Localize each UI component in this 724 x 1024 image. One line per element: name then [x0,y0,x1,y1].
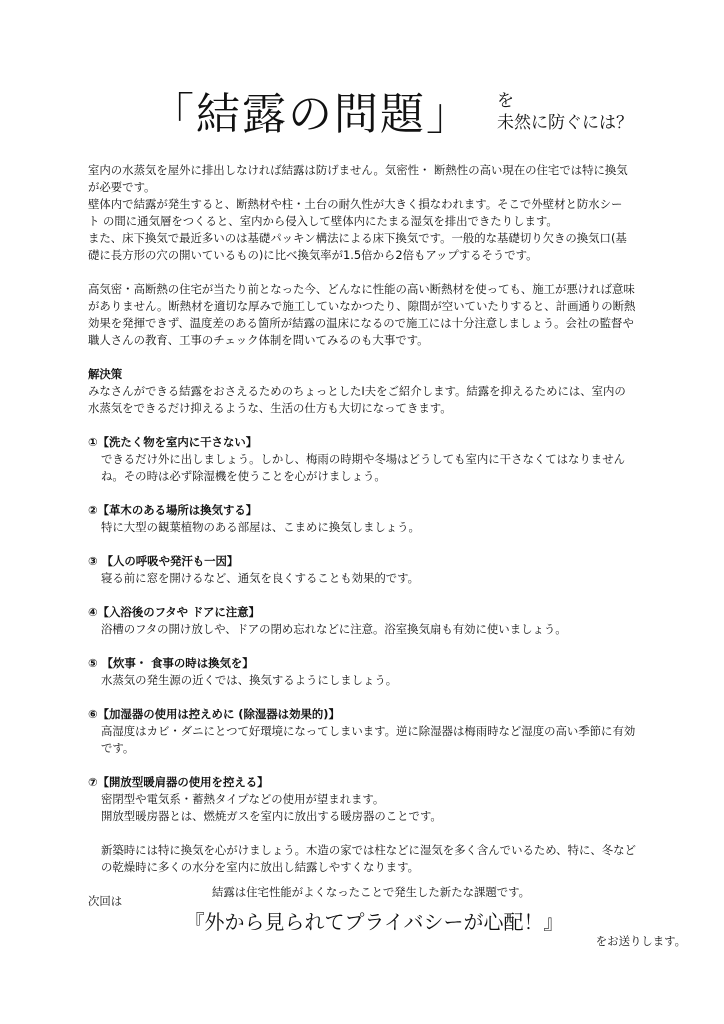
solution-item-4-heading: ④【入浴後のフタや ドアに注意】 [88,605,260,619]
article-body [88,162,636,901]
newbuild-note: 新築時には特に換気を心がけましょう。木造の家では柱などに湿気を多く含んでいるため、特に、冬などの乾燥時に多くの水分を室内に放出し結露しやすくなります。 [101,843,636,874]
solution-item-5-heading: ⑤ 【炊事・ 食事の時は換気を】 [88,656,254,670]
solution-item-1-heading: ①【洗たく物を室内に干さない】 [88,435,258,449]
intro-paragraph-1: 室内の水蒸気を屋外に排出しなければ結露は防げません。気密性・ 断熱性の高い現在の住宅では特に換気が必要です。 [88,163,628,194]
spacer [88,587,636,604]
closing-line: 結露は住宅性能がよくなったことで発生した新たな課題です。 [211,885,531,899]
spacer [88,876,636,884]
spacer [88,485,636,502]
solution-item-5-text: 水蒸気の発生源の近くでは、換気するようにしましょう。 [101,673,398,687]
spacer [88,757,636,774]
solutions-intro: みなさんができる結露をおさえるためのちょっとしたI夫をご紹介します。結露を抑えるためには、室内の水蒸気をできるだけ抑えるような、生活の仕方も大切になってきます。 [88,384,626,415]
solution-item-2-heading: ②【革木のある場所は換気する】 [88,503,258,517]
solution-item-4-text: 浴槽のフタの開け放しや、ドアの閉め忘れなどに注意。浴室換気扇も有効に使いましょう。 [101,622,567,636]
spacer [88,689,636,706]
spacer [88,536,636,553]
solution-item-7-heading: ⑦【開放型暖肩器の使用を控える】 [88,775,269,789]
next-issue-label: 次回は [88,894,123,908]
intro-paragraph-2: 壁体内で結露が発生すると、断熱材や柱・土台の耐久性が大きく損なわれます。そこで外壁材と防水シー ト の間に通気層をつくると、室内から侵入して壁体内にたまる湿気を排出できたりします。 [88,197,623,228]
intro-paragraph-3: また、床下換気で最近多いのは基礎パッキン構法による床下換気です。一般的な基礎切り欠きの換気口(基礎に長方形の穴の開いているもの)に比べ換気率が1.5倍から2倍もアップするそうです。 [88,231,627,262]
solution-item-7-text-2: 開放型暖房器とは、燃焼ガスを室内に放出する暖房器のことです。 [101,809,442,823]
spacer [88,349,636,366]
spacer [88,825,636,842]
solution-item-6-text: 高湿度はカビ・ダニにとつて好環境になってしまいます。逆に除湿器は梅雨時など湿度の高い季節に有効です。 [101,724,636,755]
page-subtitle-line1: を [497,91,514,111]
spacer [88,264,636,281]
page-title: 「結露の問題」 [150,89,472,140]
solution-item-3-heading: ③ 【人の呼吸や発汗も一因】 [88,554,239,568]
solution-item-1-text: できるだけ外に出しましょう。しかし、梅雨の時期や冬場はどうしても室内に干さなくてはなりませんね。その時は必ず除湿機を使うことを心がけましょう。 [101,452,625,483]
title-block [0,0,724,150]
construction-paragraph: 高気密・高断熱の住宅が当たり前となった今、どんなに性能の高い断熱材を使っても、施工が悪ければ意味がありません。断熱材を適切な厚みで施工していなかつたり、隙間が空いていたりすると、計画通りの断熱効果を発揮できず、温度差のある箇所が結露の温床になるので施工には十分注意しましょう。会社の監督や職人さんの教育、工事のチェック体制を問いてみるのも大事です。 [88,282,636,347]
page-subtitle-line2: 未然に防ぐには？ [497,113,633,133]
solution-item-2-text: 特に大型の観葉植物のある部屋は、こまめに換気しましょう。 [101,520,420,534]
next-issue-title: 『外から見られてプライバシーが心配！』 [184,910,564,934]
spacer [88,417,636,434]
solution-item-6-heading: ⑥【加湿器の使用は控えめに (除湿器は効果的)】 [88,707,340,721]
next-issue-send-off: をお送りします。 [595,934,686,948]
solutions-heading: 解決策 [88,367,123,381]
solution-item-7-text-1: 密閉型や電気系・蓄熱タイプなどの使用が望まれます。 [101,792,385,806]
solution-item-3-text: 寝る前に窓を開けるなど、通気を良くすることも効果的です。 [101,571,420,585]
spacer [88,638,636,655]
